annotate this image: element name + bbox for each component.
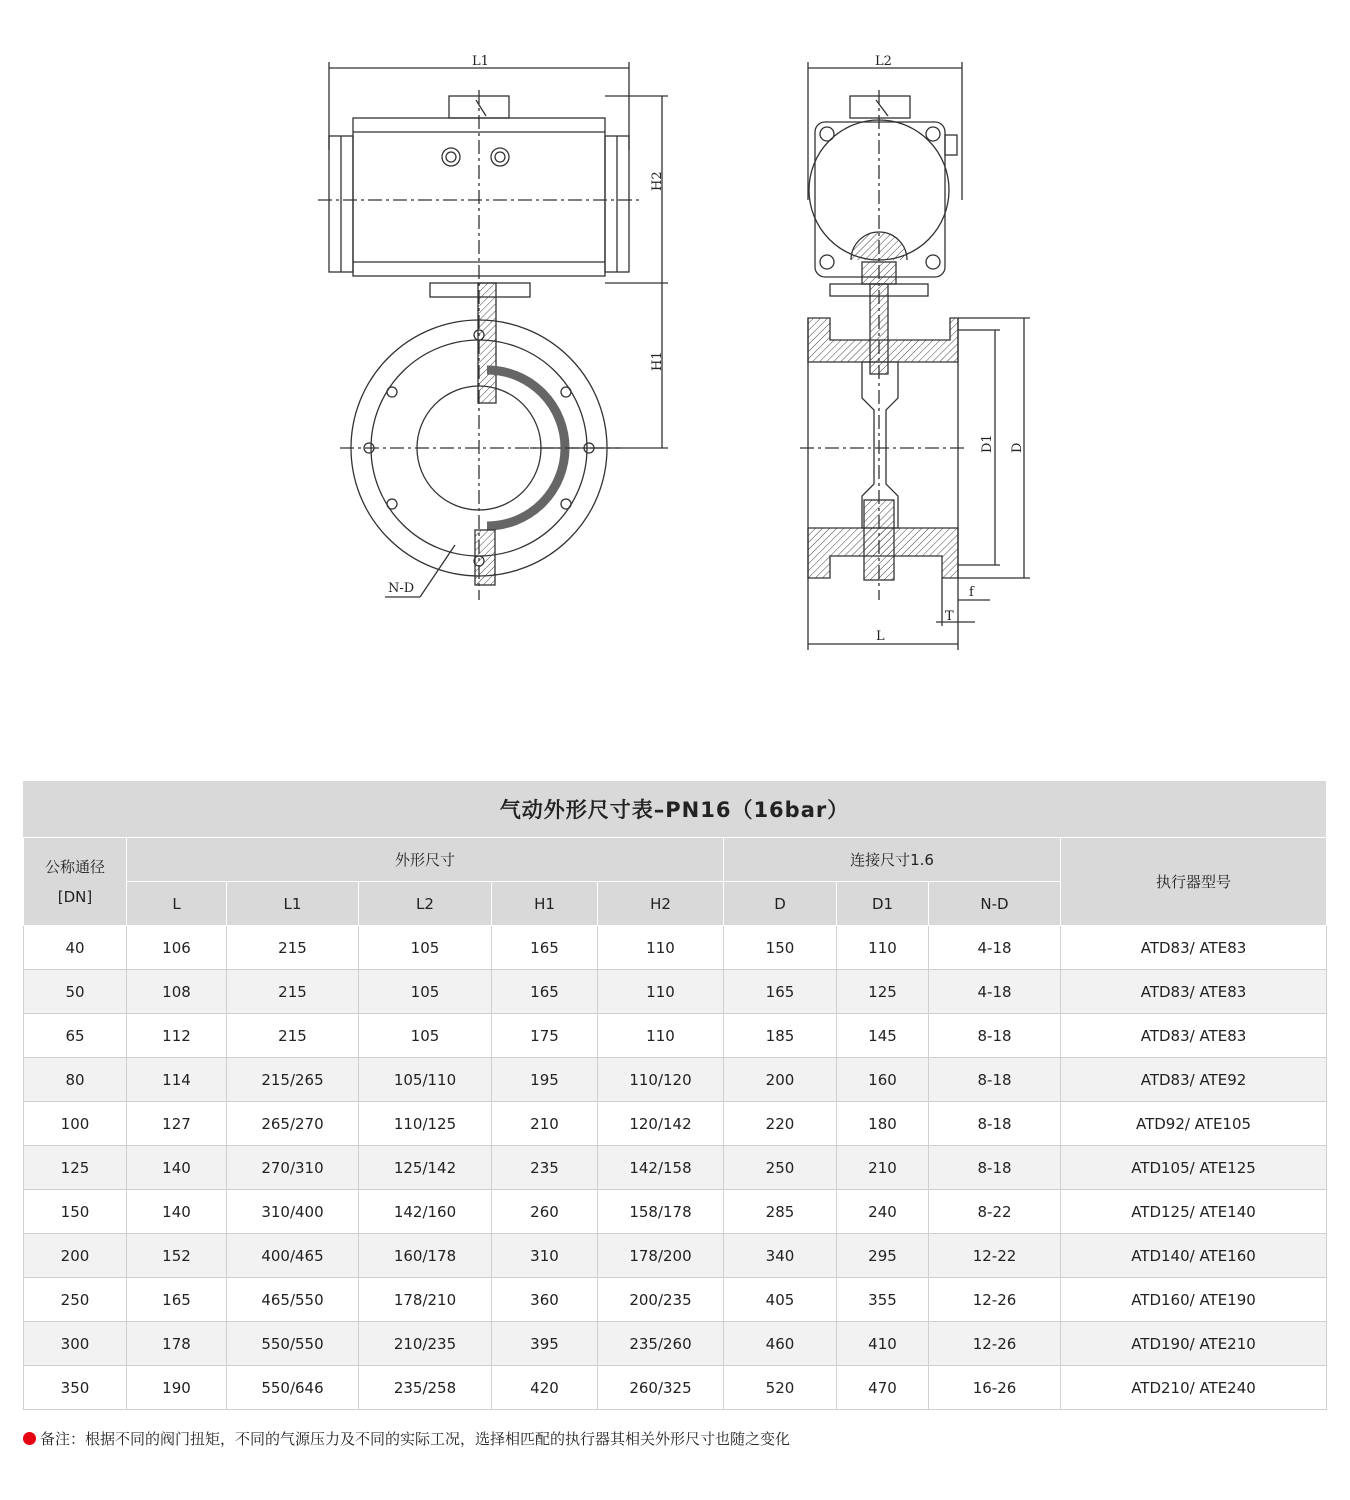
table-cell: 80 (24, 1058, 127, 1102)
table-cell: 12-22 (929, 1234, 1061, 1278)
table-cell: 127 (127, 1102, 227, 1146)
table-cell: 215 (227, 926, 359, 970)
table-cell: 16-26 (929, 1366, 1061, 1410)
table-cell: 140 (127, 1190, 227, 1234)
header-outer-dimensions: 外形尺寸 (127, 838, 724, 882)
table-cell: 145 (837, 1014, 929, 1058)
dim-label-L1: L1 (472, 54, 489, 69)
header-actuator-model: 执行器型号 (1061, 838, 1327, 926)
table-cell: 8-18 (929, 1146, 1061, 1190)
table-cell: ATD83/ ATE83 (1061, 1014, 1327, 1058)
table-cell: 110 (837, 926, 929, 970)
table-cell: 165 (492, 926, 598, 970)
table-cell: 550/550 (227, 1322, 359, 1366)
table-cell: 175 (492, 1014, 598, 1058)
table-cell: 190 (127, 1366, 227, 1410)
table-row (24, 1322, 1327, 1366)
table-cell: 235/258 (359, 1366, 492, 1410)
dim-label-N-D: N-D (388, 581, 415, 596)
table-cell: 405 (724, 1278, 837, 1322)
table-cell: 235 (492, 1146, 598, 1190)
table-cell: 12-26 (929, 1322, 1061, 1366)
table-cell: 106 (127, 926, 227, 970)
table-cell: 185 (724, 1014, 837, 1058)
table-row (24, 1366, 1327, 1410)
table-cell: 340 (724, 1234, 837, 1278)
table-cell: 120/142 (598, 1102, 724, 1146)
table-cell: 395 (492, 1322, 598, 1366)
table-cell: 150 (24, 1190, 127, 1234)
table-cell: 110/125 (359, 1102, 492, 1146)
table-cell: 142/158 (598, 1146, 724, 1190)
table-cell: 158/178 (598, 1190, 724, 1234)
table-cell: 265/270 (227, 1102, 359, 1146)
table-cell: 105 (359, 1014, 492, 1058)
header-col-H2: H2 (598, 882, 724, 926)
table-cell: 110/120 (598, 1058, 724, 1102)
table-cell: 114 (127, 1058, 227, 1102)
table-row (24, 1102, 1327, 1146)
table-cell: 200/235 (598, 1278, 724, 1322)
table-cell: 178/200 (598, 1234, 724, 1278)
table-cell: 125 (24, 1146, 127, 1190)
table-cell: 50 (24, 970, 127, 1014)
table-cell: 250 (24, 1278, 127, 1322)
table-cell: 40 (24, 926, 127, 970)
table-cell: 215/265 (227, 1058, 359, 1102)
table-cell: 300 (24, 1322, 127, 1366)
table-cell: 165 (724, 970, 837, 1014)
table-cell: 4-18 (929, 926, 1061, 970)
header-col-N-D: N-D (929, 882, 1061, 926)
table-cell: 360 (492, 1278, 598, 1322)
table-row (24, 1014, 1327, 1058)
header-col-L: L (127, 882, 227, 926)
dim-label-D1: D1 (980, 434, 995, 453)
table-cell: 550/646 (227, 1366, 359, 1410)
table-cell: 160/178 (359, 1234, 492, 1278)
dim-label-T: T (945, 609, 954, 624)
table-cell: 210/235 (359, 1322, 492, 1366)
table-cell: ATD83/ ATE92 (1061, 1058, 1327, 1102)
table-cell: 8-18 (929, 1014, 1061, 1058)
dim-label-H1: H1 (650, 351, 665, 371)
table-cell: 195 (492, 1058, 598, 1102)
table-cell: 8-18 (929, 1058, 1061, 1102)
table-row (24, 1278, 1327, 1322)
table-cell: ATD105/ ATE125 (1061, 1146, 1327, 1190)
table-cell: 310/400 (227, 1190, 359, 1234)
dim-label-f: f (969, 585, 974, 600)
table-cell: 65 (24, 1014, 127, 1058)
table-cell: 215 (227, 1014, 359, 1058)
table-cell: 125/142 (359, 1146, 492, 1190)
table-row (24, 970, 1327, 1014)
table-cell: ATD125/ ATE140 (1061, 1190, 1327, 1234)
table-cell: ATD92/ ATE105 (1061, 1102, 1327, 1146)
table-cell: 465/550 (227, 1278, 359, 1322)
table-title: 气动外形尺寸表–PN16（16bar） (23, 781, 1326, 837)
table-cell: 310 (492, 1234, 598, 1278)
table-cell: 200 (724, 1058, 837, 1102)
table-cell: 215 (227, 970, 359, 1014)
table-cell: 178/210 (359, 1278, 492, 1322)
red-dot-icon (23, 1432, 36, 1445)
header-col-L2: L2 (359, 882, 492, 926)
table-cell: 260/325 (598, 1366, 724, 1410)
table-cell: 235/260 (598, 1322, 724, 1366)
table-cell: 125 (837, 970, 929, 1014)
table-cell: 240 (837, 1190, 929, 1234)
table-cell: 165 (127, 1278, 227, 1322)
dim-label-L: L (876, 629, 885, 644)
dimension-table (23, 781, 1326, 1410)
table-cell: 100 (24, 1102, 127, 1146)
table-cell: 110 (598, 1014, 724, 1058)
table-cell: 355 (837, 1278, 929, 1322)
table-cell: 105 (359, 970, 492, 1014)
table-row (24, 926, 1327, 970)
table-cell: ATD83/ ATE83 (1061, 926, 1327, 970)
table-cell: 210 (492, 1102, 598, 1146)
table-cell: 210 (837, 1146, 929, 1190)
table-cell: 410 (837, 1322, 929, 1366)
table-cell: ATD190/ ATE210 (1061, 1322, 1327, 1366)
table-cell: ATD160/ ATE190 (1061, 1278, 1327, 1322)
table-cell: 178 (127, 1322, 227, 1366)
table-cell: 12-26 (929, 1278, 1061, 1322)
table-cell: ATD83/ ATE83 (1061, 970, 1327, 1014)
table-cell: 250 (724, 1146, 837, 1190)
table-cell: 140 (127, 1146, 227, 1190)
table-cell: 400/465 (227, 1234, 359, 1278)
header-connection-dimensions: 连接尺寸1.6 (724, 838, 1061, 882)
table-cell: 8-18 (929, 1102, 1061, 1146)
table-cell: 112 (127, 1014, 227, 1058)
table-cell: 520 (724, 1366, 837, 1410)
header-col-H1: H1 (492, 882, 598, 926)
table-row (24, 1190, 1327, 1234)
header-col-D: D (724, 882, 837, 926)
table-cell: 8-22 (929, 1190, 1061, 1234)
table-cell: 295 (837, 1234, 929, 1278)
table-cell: 108 (127, 970, 227, 1014)
table-cell: 420 (492, 1366, 598, 1410)
table-cell: ATD210/ ATE240 (1061, 1366, 1327, 1410)
table-cell: 4-18 (929, 970, 1061, 1014)
dim-label-D: D (1010, 442, 1025, 453)
table-cell: 270/310 (227, 1146, 359, 1190)
table-cell: 150 (724, 926, 837, 970)
table-cell: 160 (837, 1058, 929, 1102)
table-cell: 285 (724, 1190, 837, 1234)
footnote (23, 1428, 790, 1449)
header-dn: 公称通径 [DN] (24, 838, 127, 926)
table-cell: 165 (492, 970, 598, 1014)
table-cell: 350 (24, 1366, 127, 1410)
table-cell: 180 (837, 1102, 929, 1146)
table-cell: 470 (837, 1366, 929, 1410)
footnote-text: 备注：根据不同的阀门扭矩，不同的气源压力及不同的实际工况，选择相匹配的执行器其相关外形尺寸也随之变化 (40, 1430, 791, 1448)
table-cell: 142/160 (359, 1190, 492, 1234)
table-cell: ATD140/ ATE160 (1061, 1234, 1327, 1278)
table-row (24, 1146, 1327, 1190)
table-cell: 110 (598, 970, 724, 1014)
table-cell: 105 (359, 926, 492, 970)
dim-label-L2: L2 (875, 54, 892, 69)
table-cell: 200 (24, 1234, 127, 1278)
table-cell: 460 (724, 1322, 837, 1366)
table-row (24, 1058, 1327, 1102)
table-row (24, 1234, 1327, 1278)
table-cell: 105/110 (359, 1058, 492, 1102)
table-cell: 220 (724, 1102, 837, 1146)
header-col-L1: L1 (227, 882, 359, 926)
valve-technical-drawing (0, 0, 1350, 700)
table-cell: 152 (127, 1234, 227, 1278)
table-cell: 110 (598, 926, 724, 970)
table-cell: 260 (492, 1190, 598, 1234)
dim-label-H2: H2 (650, 171, 665, 191)
header-col-D1: D1 (837, 882, 929, 926)
